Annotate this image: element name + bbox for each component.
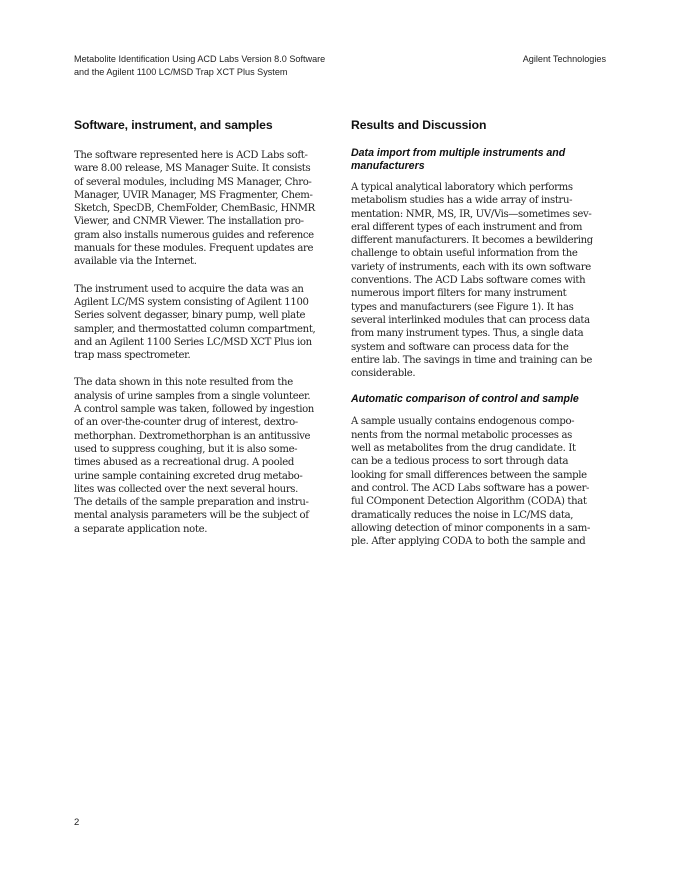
subheading-automatic-comparison: Automatic comparison of control and sample [351,393,579,406]
text-line: a separate application note. [74,523,208,535]
right-column [351,118,609,562]
text-line: and an Agilent 1100 Series LC/MSD XCT Plus ion [74,336,312,348]
text-line: from many instrument types. Thus, a single data [351,328,584,340]
text-line: Sketch, SpecDB, ChemFolder, ChemBasic, HNMR [74,203,315,215]
text-line: ple. After applying CODA to both the sample and [351,536,586,548]
text-line: eral different types of each instrument and from [351,221,583,233]
text-line: available via the Internet. [74,256,197,268]
paragraph-samples [74,376,332,536]
text-line: challenge to obtain useful information from the [351,248,578,260]
text-line: Manager, UVIR Manager, MS Fragmenter, Chem- [74,189,313,201]
text-line: variety of instruments, each with its own software [351,261,591,273]
text-line: methorphan. Dextromethorphan is an antitussive [74,430,311,442]
subheading-data-import [351,147,609,173]
text-line: The software represented here is ACD Labs soft- [74,150,308,161]
text-line: Data import from multiple instruments and [351,147,566,159]
text-line: considerable. [351,368,416,380]
text-line: allowing detection of minor components in a sam- [351,522,591,534]
text-line: different manufacturers. It becomes a bewildering [351,235,593,247]
text-line: gram also installs numerous guides and reference [74,229,314,241]
page-number: 2 [74,817,80,828]
text-line: well as metabolites from the drug candidate. It [351,443,576,455]
text-line: ful COmponent Detection Algorithm (CODA) that [351,496,587,508]
text-line: and control. The ACD Labs software has a power- [351,482,590,494]
text-line: entire lab. The savings in time and training can be [351,354,592,366]
section-heading-software: Software, instrument, and samples [74,118,273,132]
header-title-line: Metabolite Identification Using ACD Labs Version 8.0 Software [74,54,326,64]
text-line: metabolism studies has a wide array of instru- [351,195,573,207]
left-column [74,118,332,550]
text-line: ware 8.00 release, MS Manager Suite. It consists [74,163,311,175]
text-line: A typical analytical laboratory which performs [351,182,573,193]
text-line: several interlinked modules that can process data [351,314,590,326]
text-line: The instrument used to acquire the data was an [74,283,304,295]
text-line: sampler, and thermostatted column compartment, [74,323,316,335]
header-title-line: and the Agilent 1100 LC/MSD Trap XCT Plus System [74,67,288,77]
text-line: conventions. The ACD Labs software comes with [351,275,586,287]
text-line: trap mass spectrometer. [74,350,191,362]
text-line: numerous import filters for many instrument [351,288,567,300]
text-line: mental analysis parameters will be the subject of [74,510,309,522]
running-header-title [74,53,344,79]
text-line: of an over-the-counter drug of interest, dextro- [74,417,298,429]
paragraph-data-import [351,181,609,380]
text-line: manufacturers [351,160,425,172]
header-company: Agilent Technologies [522,54,606,64]
text-line: Series solvent degasser, binary pump, well plate [74,310,306,322]
paragraph-software [74,149,332,269]
text-line: nents from the normal metabolic processes as [351,429,572,441]
text-line: of several modules, including MS Manager, Chro- [74,176,312,188]
text-line: A control sample was taken, followed by ingestion [74,404,314,416]
text-line: system and software can process data for the [351,341,569,353]
text-line: analysis of urine samples from a single volunteer. [74,390,311,402]
paragraph-comparison [351,415,609,548]
text-line: mentation: NMR, MS, IR, UV/Vis—sometimes sev- [351,208,592,220]
text-line: A sample usually contains endogenous compo- [351,416,575,428]
text-line: urine sample containing excreted drug metabo- [74,470,303,482]
section-heading-results: Results and Discussion [351,118,487,132]
text-line: Viewer, and CNMR Viewer. The installation pro- [74,216,304,228]
text-line: The details of the sample preparation and instru- [74,497,309,509]
text-line: dramatically reduces the noise in LC/MS data, [351,509,574,521]
text-line: manuals for these modules. Frequent updates are [74,243,314,255]
text-line: times abused as a recreational drug. A pooled [74,457,294,469]
paragraph-instrument [74,283,332,363]
text-line: Agilent LC/MS system consisting of Agilent 1100 [74,296,309,308]
text-line: types and manufacturers (see Figure 1). It has [351,301,574,313]
text-line: looking for small differences between the sample [351,469,587,481]
text-line: lites was collected over the next several hours. [74,483,298,495]
text-line: used to suppress coughing, but it is also some- [74,443,298,455]
text-line: The data shown in this note resulted from the [74,377,293,389]
text-line: can be a tedious process to sort through data [351,456,569,468]
